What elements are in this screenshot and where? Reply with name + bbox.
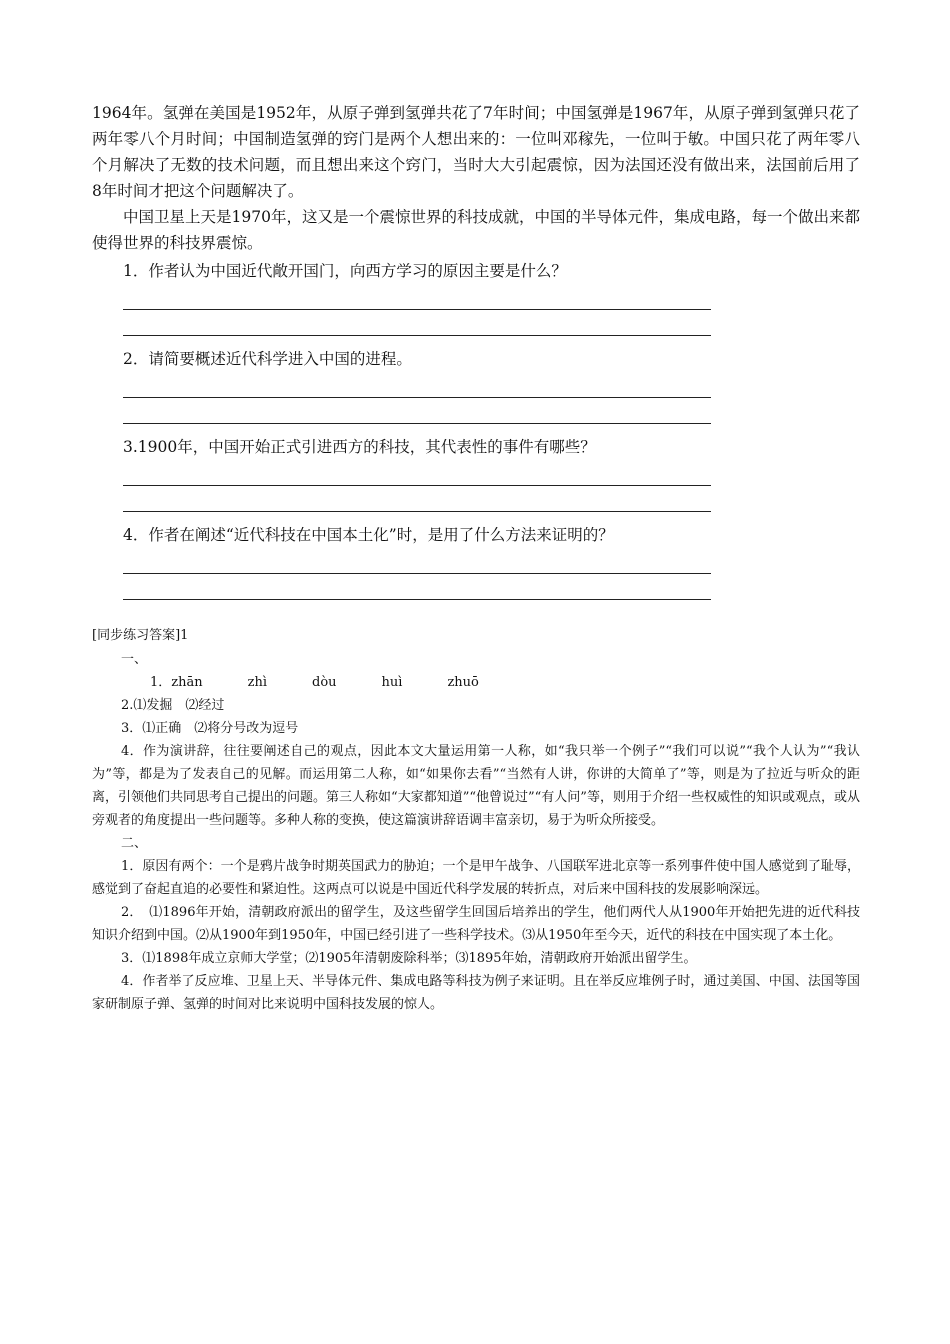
question-block-4 [92, 522, 860, 600]
answer-1-1-pinyin [92, 671, 860, 694]
pinyin-item: zhì [247, 675, 268, 690]
pinyin-item: zhuō [447, 675, 479, 690]
pinyin-item: dòu [312, 675, 337, 690]
reading-passage [92, 100, 860, 600]
question-4: 4．作者在阐述“近代科技在中国本土化”时，是用了什么方法来证明的？ [123, 526, 614, 544]
question-3: 3.1900年，中国开始正式引进西方的科技，其代表性的事件有哪些？ [123, 438, 596, 456]
answer-1-2: 2.⑴发掘 ⑵经过 [121, 698, 225, 713]
answer-1-3: 3．⑴正确 ⑵将分号改为逗号 [121, 721, 299, 736]
pinyin-item: 1．zhān [150, 675, 203, 690]
question-2: 2．请简要概述近代科学进入中国的进程。 [123, 350, 412, 368]
question-block-2 [92, 346, 860, 424]
answer-2-3: 3．⑴1898年成立京师大学堂；⑵1905年清朝废除科举；⑶1895年始，清朝政府开始派出留学生。 [121, 951, 697, 966]
answer-line[interactable] [123, 372, 711, 398]
answer-line[interactable] [123, 486, 711, 512]
answer-line[interactable] [123, 574, 711, 600]
answer-line[interactable] [123, 548, 711, 574]
passage-paragraph-2: 中国卫星上天是1970年，这又是一个震惊世界的科技成就，中国的半导体元件，集成电路，每一个做出来都使得世界的科技界震惊。 [92, 208, 860, 252]
answer-2-4: 4．作者举了反应堆、卫星上天、半导体元件、集成电路等科技为例子来证明。且在举反应堆例子时，通过美国、中国、法国等国家研制原子弹、氢弹的时间对比来说明中国科技发展的惊人。 [92, 974, 860, 1012]
passage-paragraph-1: 1964年。氢弹在美国是1952年，从原子弹到氢弹共花了7年时间；中国氢弹是1967年，从原子弹到氢弹只花了两年零八个月时间；中国制造氢弹的窍门是两个人想出来的：一位叫邓稼先，一位叫于敏。中国只花了两年零八个月解决了无数的技术问题，而且想出来这个窍门，当时大大引起震惊，因为法国还没有做出来，法国前后用了8年时间才把这个问题解决了。 [92, 104, 860, 200]
answer-2-1: 1．原因有两个：一个是鸦片战争时期英国武力的胁迫；一个是甲午战争、八国联军进北京等一系列事件使中国人感觉到了耻辱，感觉到了奋起直追的必要性和紧迫性。这两点可以说是中国近代科学发展的转折点，对后来中国科技的发展影响深远。 [92, 859, 860, 897]
section-heading-1: 一、 [121, 652, 148, 667]
answer-line[interactable] [123, 310, 711, 336]
question-block-1 [92, 258, 860, 336]
answer-line[interactable] [123, 460, 711, 486]
question-block-3 [92, 434, 860, 512]
answer-line[interactable] [123, 284, 711, 310]
answer-1-4: 4．作为演讲辞，往往要阐述自己的观点，因此本文大量运用第一人称，如“我只举一个例子”“我们可以说”“我个人认为”“我认为”等，都是为了发表自己的见解。而运用第二人称，如“如果你去看”“当然有人讲，你讲的大简单了”等，则是为了拉近与听众的距离，引领他们共同思考自己提出的问题。第三人称如“大家都知道”“他曾说过”“有人问”等，则用于介绍一些权威性的知识或观点，或从旁观者的角度提出一些问题等。多种人称的变换，使这篇演讲辞语调丰富亲切，易于为听众所接受。 [92, 744, 860, 828]
answer-2-2: 2． ⑴1896年开始，清朝政府派出的留学生，及这些留学生回国后培养出的学生，他们两代人从1900年开始把先进的近代科技知识介绍到中国。⑵从1900年到1950年，中国已经引进了一些科学技术。⑶从1950年至今天，近代的科技在中国实现了本土化。 [92, 905, 860, 943]
answer-key-title: [同步练习答案]1 [92, 628, 189, 643]
answer-line[interactable] [123, 398, 711, 424]
pinyin-item: huì [381, 675, 403, 690]
answer-key [92, 624, 860, 1016]
section-heading-2: 二、 [121, 836, 148, 851]
question-1: 1．作者认为中国近代敞开国门，向西方学习的原因主要是什么？ [123, 262, 567, 280]
